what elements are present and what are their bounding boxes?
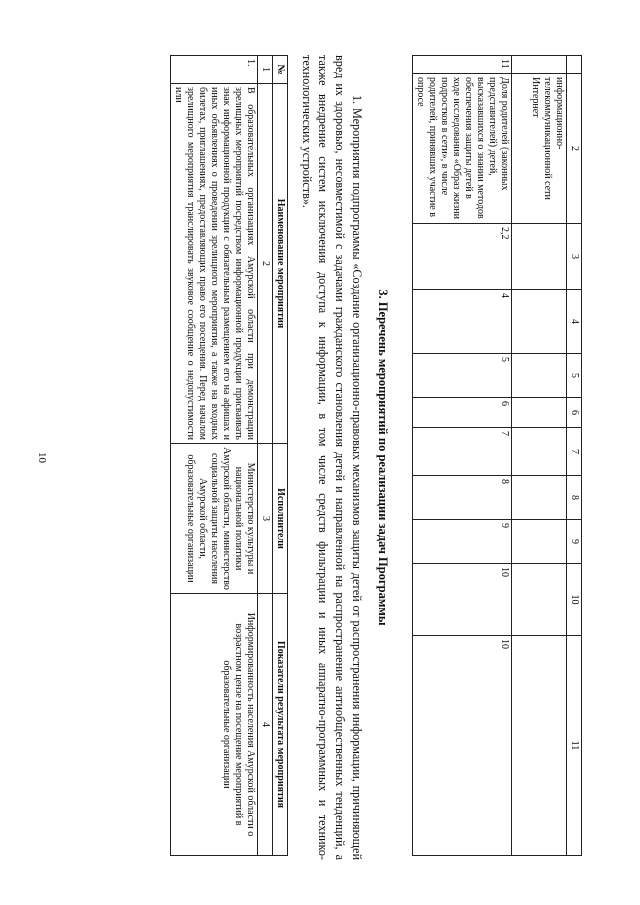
indicator-name: Доля родителей (законных представителей) детей, высказавшихся о знании методов обеспечения защиты детей в ходе исследования «Образ жизни подростков в сети», в числе родителей, принявших участие в опросе [413,74,512,224]
table-cell: 7 [413,428,512,476]
table-row [170,56,257,856]
table-header-cell: 8 [567,476,582,520]
table-header-cell: 3 [567,224,582,290]
table-header-cell: 4 [567,290,582,354]
section-title: 3. Перечень мероприятий по реализации задач Программы [376,289,390,626]
measure-result: Информированность населения Амурской области о возрастном цензе на посещение мероприятий в образовательные организации [170,594,257,856]
table-header-cell: 9 [567,520,582,564]
table-cell [512,520,567,564]
table-cell: 9 [413,520,512,564]
table-header-row [567,56,582,856]
measures-table [170,55,288,856]
row-number: 11 [413,56,512,74]
table-cell: 2,2 [413,224,512,290]
table-cell: 6 [413,398,512,428]
column-header-result: Показатели результата мероприятия [272,594,287,856]
table-header-cell: 2 [567,74,582,224]
page-number: 10 [36,452,48,463]
table-cell [512,476,567,520]
row-number: 1. [170,56,257,84]
column-number: 4 [257,594,272,856]
table-header-cell: 7 [567,428,582,476]
table-cell [512,224,567,290]
column-number: 2 [257,84,272,444]
indicator-name: информационно-телекоммуникационной сети Интернет [512,74,567,224]
table-header-cell: 11 [567,636,582,856]
subprogram-paragraph: 1. Мероприятия подпрограммы «Создание организационно-правовых механизмов защиты детей от распространения информации, причиняющей вред их здоровью, несовместимой с задачами гражданского становления детей и направленной на распространение антиобщественных тенденций, а также внедрение систем исключения доступа к информации, в том числе средств фильтрации и иных аппаратно-программных и технико-технологических устройств». [299,55,364,860]
table-cell: 4 [413,290,512,354]
column-number: 3 [257,444,272,594]
table-cell: 8 [413,476,512,520]
table-cell: 10 [413,564,512,636]
table-header-cell: 6 [567,398,582,428]
rotated-page-content [110,35,590,880]
table-cell [512,636,567,856]
column-number: 1 [257,56,272,84]
column-header-executors: Исполнители [272,444,287,594]
table-header-row [272,56,287,856]
table-cell [512,564,567,636]
indicators-table [412,55,582,856]
column-header-name: Наименование мероприятия [272,84,287,444]
table-row [512,56,567,856]
table-header-cell: 5 [567,354,582,398]
row-number [512,56,567,74]
table-cell [512,398,567,428]
table-cell [512,290,567,354]
table-header-cell [567,56,582,74]
table-cell [512,428,567,476]
column-number-row [257,56,272,856]
measure-executors: Министерство культуры и национальной политики Амурской области, министерство социальной защиты населения Амурской области, образовательные организации [170,444,257,594]
measure-name: В образовательных организациях Амурской области при демонстрации зрелищных мероприятий посредством информационной продукции присваивать знак информационной продукции с обязательным размещением его на афишах и иных объявлениях о проведении зрелищного мероприятия, а также на входных билетах, приглашениях, предоставляющих право его посещения. Перед началом зрелищного мероприятия транслировать звуковое сообщение о недопустимости или [170,84,257,444]
column-header-number: № [272,56,287,84]
table-row [413,56,512,856]
table-cell: 10 [413,636,512,856]
table-header-cell: 10 [567,564,582,636]
table-cell: 5 [413,354,512,398]
table-cell [512,354,567,398]
